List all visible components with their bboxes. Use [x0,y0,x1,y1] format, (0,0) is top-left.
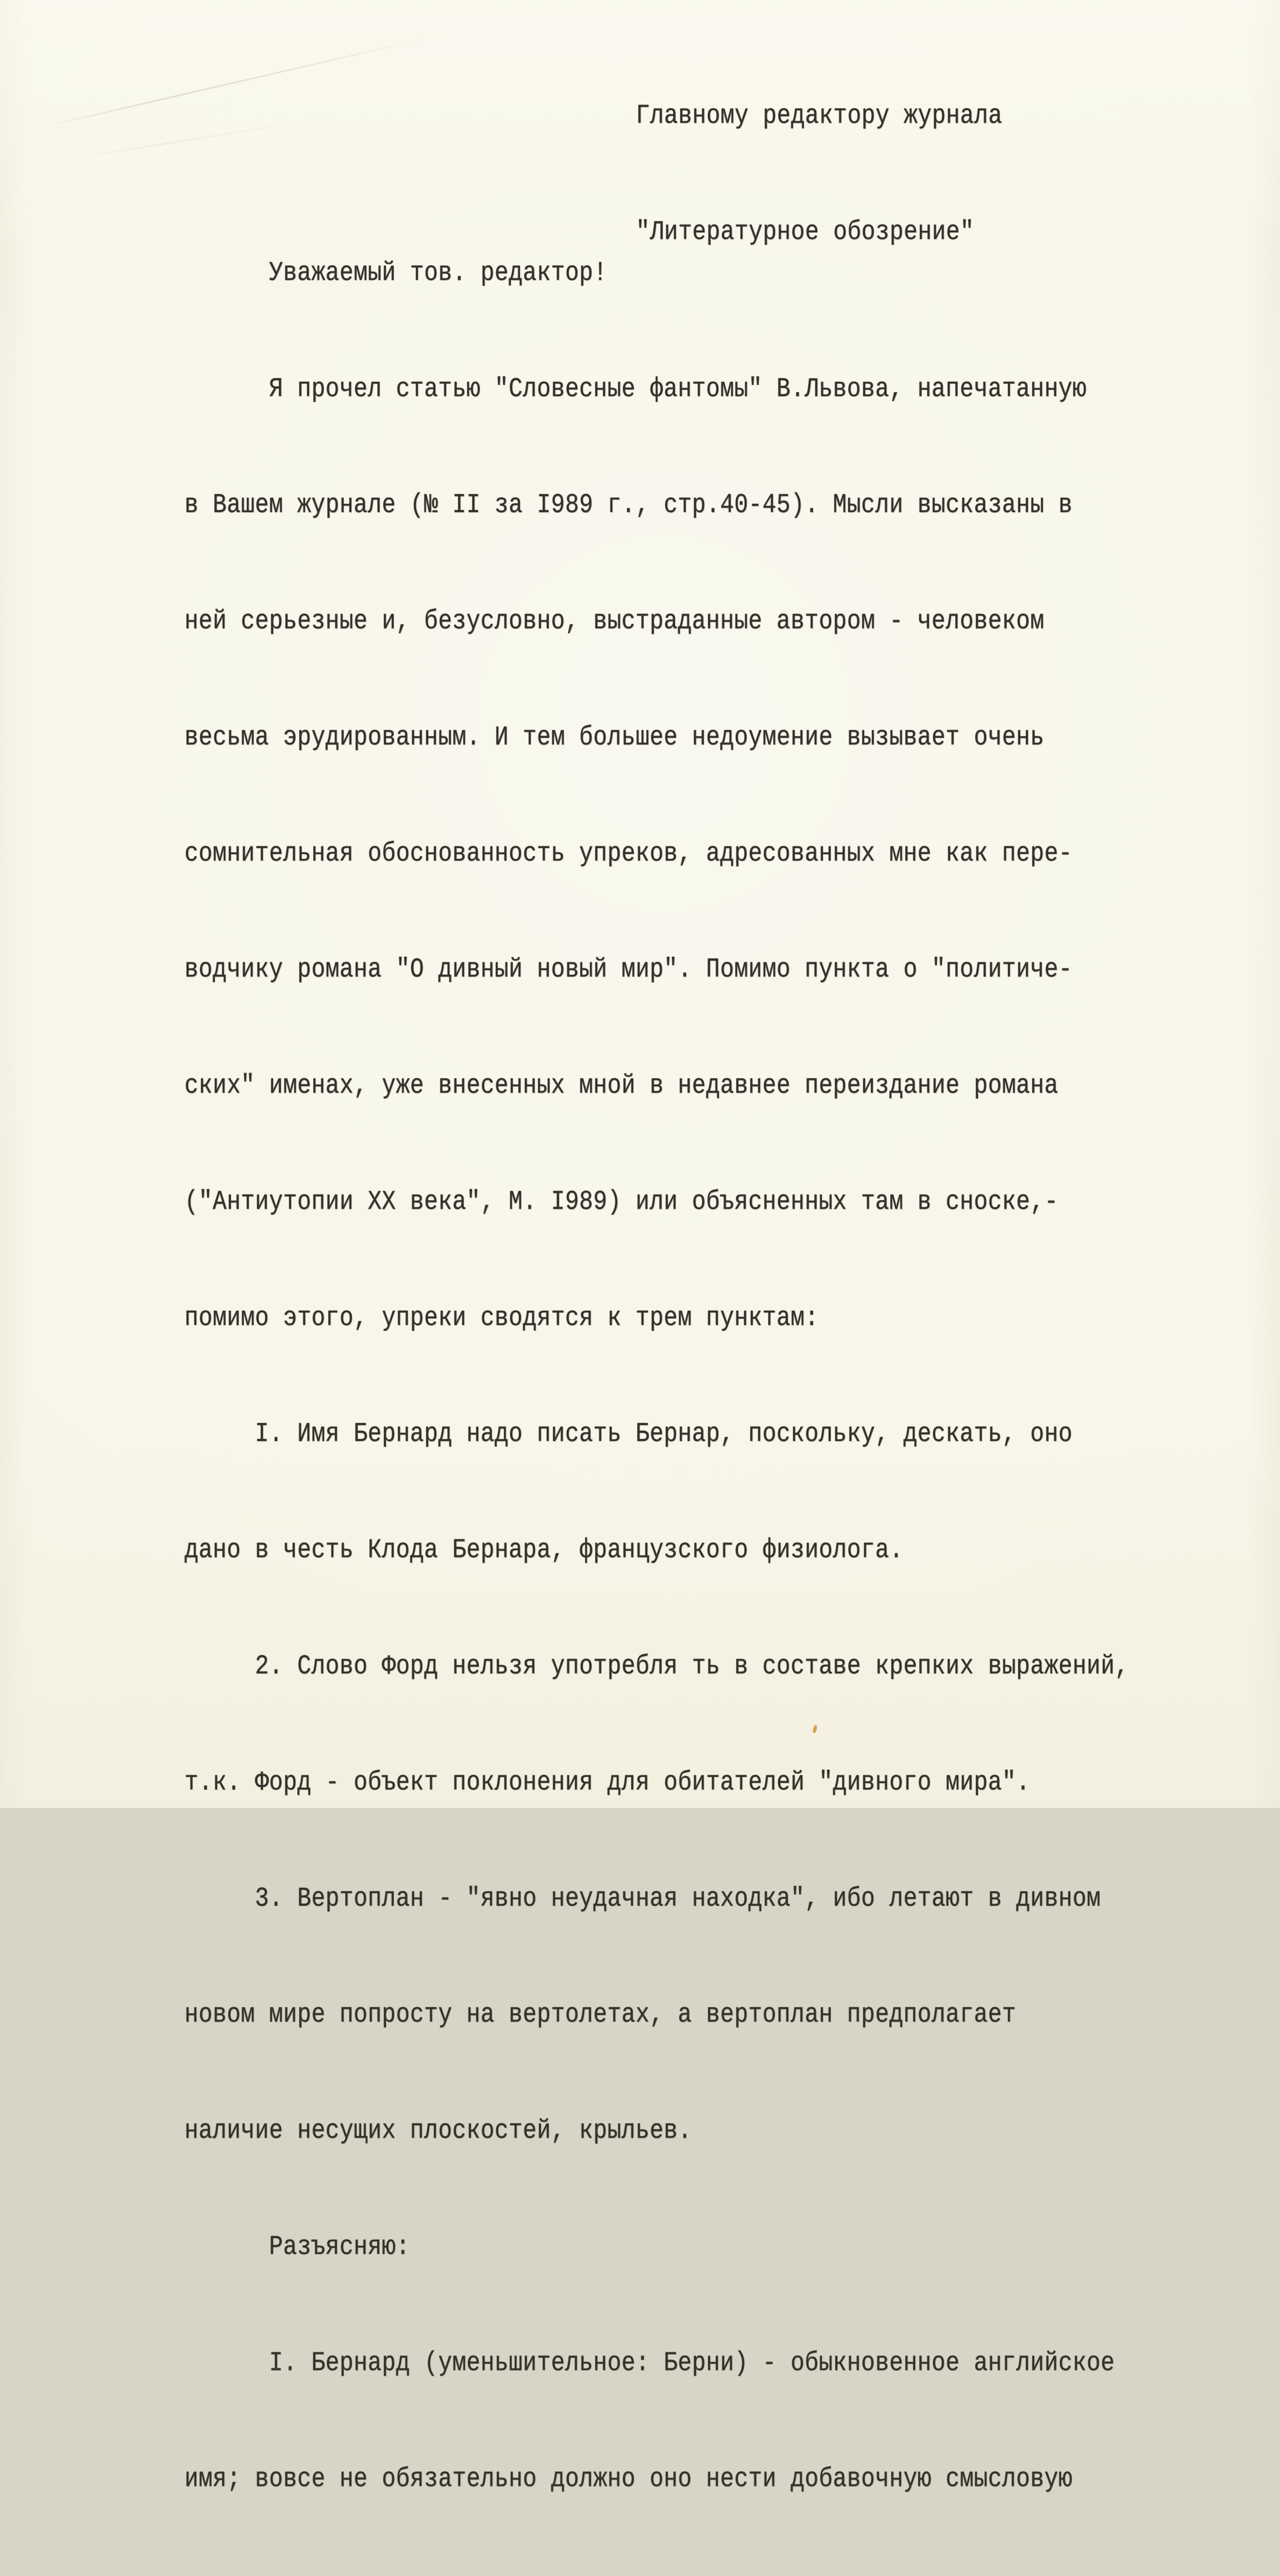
letter-line: имя; вовсе не обязательно должно оно нести добавочную смысловую [184,2464,1073,2495]
letter-line: сомнительная обоснованность упреков, адресованных мне как пере- [184,838,1073,869]
letter-line: помимо этого, упреки сводятся к трем пунктам: [184,1302,819,1334]
letter-explanation-1: I. Бернард (уменьшительное: Берни) - обыкновенное английское [184,2347,1115,2379]
letter-line: наличие несущих плоскостей, крыльев. [184,2115,692,2147]
letter-line [184,2568,1129,2576]
recipient-line: Главному редактору журнала [636,100,1003,131]
letter-salutation: Уважаемый тов. редактор! [184,257,608,289]
letter-line: новом мире попросту на вертолетах, а вертоплан предполагает [184,1999,1016,2030]
letter-point-1: I. Имя Бернард надо писать Бернар, поскольку, дескать, оно [184,1418,1073,1450]
letter-line: дано в честь Клода Бернара, французского физиолога. [184,1534,904,1566]
letter-line: т.к. Форд - объект поклонения для обитателей "дивного мира". [184,1767,1031,1798]
paper-crease [36,37,428,129]
letter-line: в Вашем журнале (№ II за I989 г., стр.40-45). Мысли высказаны в [184,489,1073,521]
paper-crease [58,118,323,161]
letter-body [184,184,1129,2576]
letter-line: ("Антиутопии XX века", М. I989) или объясненных там в сноске,- [184,1186,1058,1217]
letter-line: Разъясняю: [184,2231,410,2263]
letter-point-3: 3. Вертоплан - "явно неудачная находка", ибо летают в дивном [184,1883,1101,1914]
letter-line: ских" именах, уже внесенных мной в недавнее переиздание романа [184,1070,1058,1101]
letter-line: водчику романа "О дивный новый мир". Помимо пункта о "политиче- [184,954,1073,986]
letter-line: весьма эрудированным. И тем большее недоумение вызывает очень [184,722,1045,753]
letter-line: Я прочел статью "Словесные фантомы" В.Львова, напечатанную [184,374,1087,405]
letter-point-2: 2. Слово Форд нельзя употребля ть в составе крепких выражений, [184,1651,1129,1682]
letter-line: ней серьезные и, безусловно, выстраданные автором - человеком [184,605,1045,637]
recipient-line: "Литературное обозрение" [636,216,974,248]
